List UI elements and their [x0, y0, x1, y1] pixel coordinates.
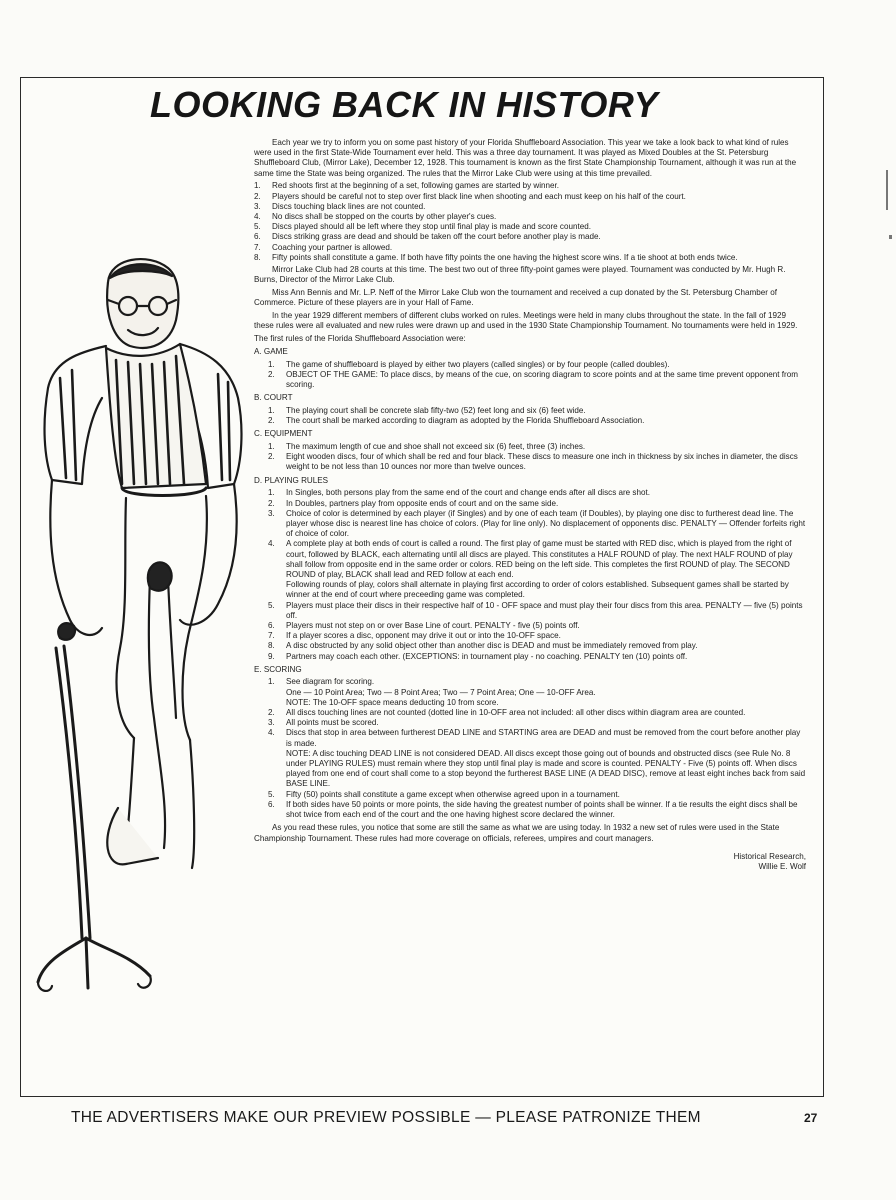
section-heading: E. SCORING — [254, 664, 302, 674]
intro-paragraph: Each year we try to inform you on some past history of your Florida Shuffleboard Association. This year we take a look back to what kind of rules were used in the first State-Wide Tournament ever held. This was a three day tournament. It was played as Mixed Doubles at the St. Petersburg Shuffleboard Club, (Mirror Lake), December 12, 1928. This tournament is known as the first State Championship Tournament, although it was run at the same time the State was being organized. The rules that the Mirror Lake Club were using at this time prevailed. — [254, 138, 797, 178]
section-court — [254, 393, 806, 426]
list-item: 4. No discs shall be stopped on the courts by other player's cues. — [254, 211, 497, 221]
first-rules-heading: The first rules of the Florida Shuffleboard Association were: — [254, 333, 466, 343]
article-body — [254, 138, 806, 873]
section-scoring — [254, 665, 806, 821]
scan-edge-mark — [889, 235, 892, 239]
page-number: 27 — [804, 1111, 818, 1125]
section-playing-rules — [254, 476, 806, 662]
early-rules-list — [254, 181, 806, 263]
list-item: 9. Partners may coach each other. (EXCEPTIONS: in tournament play - no coaching. PENALTY ten (10) points off. — [268, 651, 688, 661]
advertiser-footer: THE ADVERTISERS MAKE OUR PREVIEW POSSIBLE — PLEASE PATRONIZE THEM — [71, 1109, 701, 1126]
list-item: 6. Discs striking grass are dead and should be taken off the court before another play is made. — [254, 232, 601, 242]
list-item: 4. A complete play at both ends of court is called a round. The first play of game must be started with RED disc, which is played from the right of court, followed by BLACK, each alternating until all discs are played. This constitutes a HALF ROUND of play. The next HALF ROUND of play shall follow from opposite end in the same order or colors. RED being on the left side. This completes the first ROUND of play. The SECOND ROUND of play, BLACK shall lead and RED follow at each end. Following rounds of play, colors shall alternate in playing first according to order of colors established. Subsequent games shall be started by winner at the end of court where preceeding game was completed. — [268, 539, 793, 600]
signature-line: Historical Research, — [733, 851, 806, 861]
closing-paragraph: As you read these rules, you notice that some are still the same as what we are using today. In 1932 a new set of rules were used in the State Championship Tournament. These rules had more coverage on officials, referees, umpires and court managers. — [254, 823, 780, 843]
list-item: 3. Choice of color is determined by each player (if Singles) and by one of each team (if Doubles), by playing one disc to furtherest dead line. The player whose disc is nearest line has choice of colors. (Play for line only). No displacement of opponents disc. PENALTY — Offender forfeits right of choice of color. — [268, 508, 806, 539]
section-heading: A. GAME — [254, 346, 288, 356]
list-item: 1. The playing court shall be concrete slab fifty-two (52) feet long and six (6) feet wide. — [268, 405, 586, 415]
list-item: 1. See diagram for scoring. One — 10 Point Area; Two — 8 Point Area; Two — 7 Point Area; One — 10-OFF Area. NOTE: The 10-OFF space means deducting 10 from score. — [268, 677, 596, 707]
list-item: 7. Coaching your partner is allowed. — [254, 242, 393, 252]
list-item: 1. The maximum length of cue and shoe shall not exceed six (6) feet, three (3) inches. — [268, 441, 586, 451]
list-item: 2. Players should be careful not to step over first black line when shooting and each must keep on his half of the court. — [254, 191, 686, 201]
list-item: 3. All points must be scored. — [268, 718, 379, 728]
section-heading: D. PLAYING RULES — [254, 475, 329, 485]
section-heading: B. COURT — [254, 393, 293, 403]
list-item: 8. A disc obstructed by any solid object other than another disc is DEAD and must be immediately removed from play. — [268, 641, 698, 651]
paragraph-winners: Miss Ann Bennis and Mr. L.P. Neff of the Mirror Lake Club won the tournament and received a cup donated by the St. Petersburg Chamber of Commerce. Picture of these players are in your Hall of Fame. — [254, 287, 777, 308]
list-item: 7. If a player scores a disc, opponent may drive it out or into the 10-OFF space. — [268, 631, 561, 641]
list-item: 1. The game of shuffleboard is played by either two players (called singles) or by four people (called doubles). — [268, 359, 670, 369]
author-name: Willie E. Wolf — [758, 862, 806, 872]
list-item: 4. Discs that stop in area between furtherest DEAD LINE and STARTING area are DEAD and must be removed from the court before another play is made. NOTE: A disc touching DEAD LINE is not considered DEAD. All discs except those going out of bounds and obstructed discs (see Rule No. 8 under PLAYING RULES) must remain where they stop until final play is made and score is counted. PENALTY - Five (5) points off. When discs played from one end of court shall come to a stop beyond the furtherest BASE LINE (A DEAD DISC), remove at least eight inches back from said BASE LINE. — [268, 728, 806, 789]
shuffleboard-player-illustration — [30, 248, 245, 1000]
section-list — [254, 360, 806, 391]
list-item: 5. Fifty (50) points shall constitute a game except when otherwise agreed upon in a tournament. — [268, 789, 620, 799]
list-item: 1. In Singles, both persons play from the same end of the court and change ends after all discs are shot. — [268, 488, 650, 498]
list-item: 3. Discs touching black lines are not counted. — [254, 201, 426, 211]
signature-block — [254, 852, 806, 873]
list-item: 5. Players must place their discs in their respective half of 10 - OFF space and must play their four discs from this area. PENALTY — five (5) points off. — [268, 600, 803, 620]
list-item: 2. The court shall be marked according to diagram as adopted by the Florida Shuffleboard Association. — [268, 416, 645, 426]
list-item: 5. Discs played should all be left where they stop until final play is made and score counted. — [254, 222, 591, 232]
section-list — [254, 677, 806, 820]
paragraph-courts: Mirror Lake Club had 28 courts at this time. The best two out of three fifty-point games were played. Tournament was conducted by Mr. Hugh R. Burns, Director of the Mirror Lake Club. — [254, 264, 786, 285]
list-item: 6. Players must not step on or over Base Line of court. PENALTY - five (5) points off. — [268, 620, 580, 630]
section-heading: C. EQUIPMENT — [254, 429, 313, 439]
section-game — [254, 347, 806, 390]
paragraph-1929: In the year 1929 different members of different clubs worked on rules. Meetings were held in many clubs throughout the state. In the fall of 1929 these rules were all evaluated and new rules were drawn up and used in the 1930 State Championship Tournament. No tournaments were held in 1929. — [254, 310, 798, 330]
section-equipment — [254, 429, 806, 472]
list-item: 2. In Doubles, partners play from opposite ends of court and on the same side. — [268, 498, 559, 508]
page-title: LOOKING BACK IN HISTORY — [150, 84, 659, 125]
section-list — [254, 406, 806, 426]
section-list — [254, 442, 806, 473]
list-item: 2. Eight wooden discs, four of which shall be red and four black. These discs to measure one inch in thickness by six inches in diameter, the discs weight to be not less than 10 ounces nor more than twelve ounces. — [268, 452, 798, 472]
list-item: 1. Red shoots first at the beginning of a set, following games are started by winner. — [254, 181, 560, 191]
list-item: 8. Fifty points shall constitute a game. If both have fifty points the one having the highest score wins. If a tie shoot at both ends twice. — [254, 252, 738, 262]
list-item: 2. All discs touching lines are not counted (dotted line in 10-OFF area not included: all other discs within diagram area are counted. — [268, 708, 746, 718]
list-item: 2. OBJECT OF THE GAME: To place discs, by means of the cue, on scoring diagram to score points and at the same time prevent opponent from scoring. — [268, 369, 798, 389]
scan-edge-mark — [886, 170, 888, 210]
section-list — [254, 488, 806, 661]
list-item: 6. If both sides have 50 points or more points, the side having the greatest number of points shall be winner. If a tie results the eight discs shall be shot twice from each end of the court and the one having highest score declared the winner. — [268, 799, 798, 820]
